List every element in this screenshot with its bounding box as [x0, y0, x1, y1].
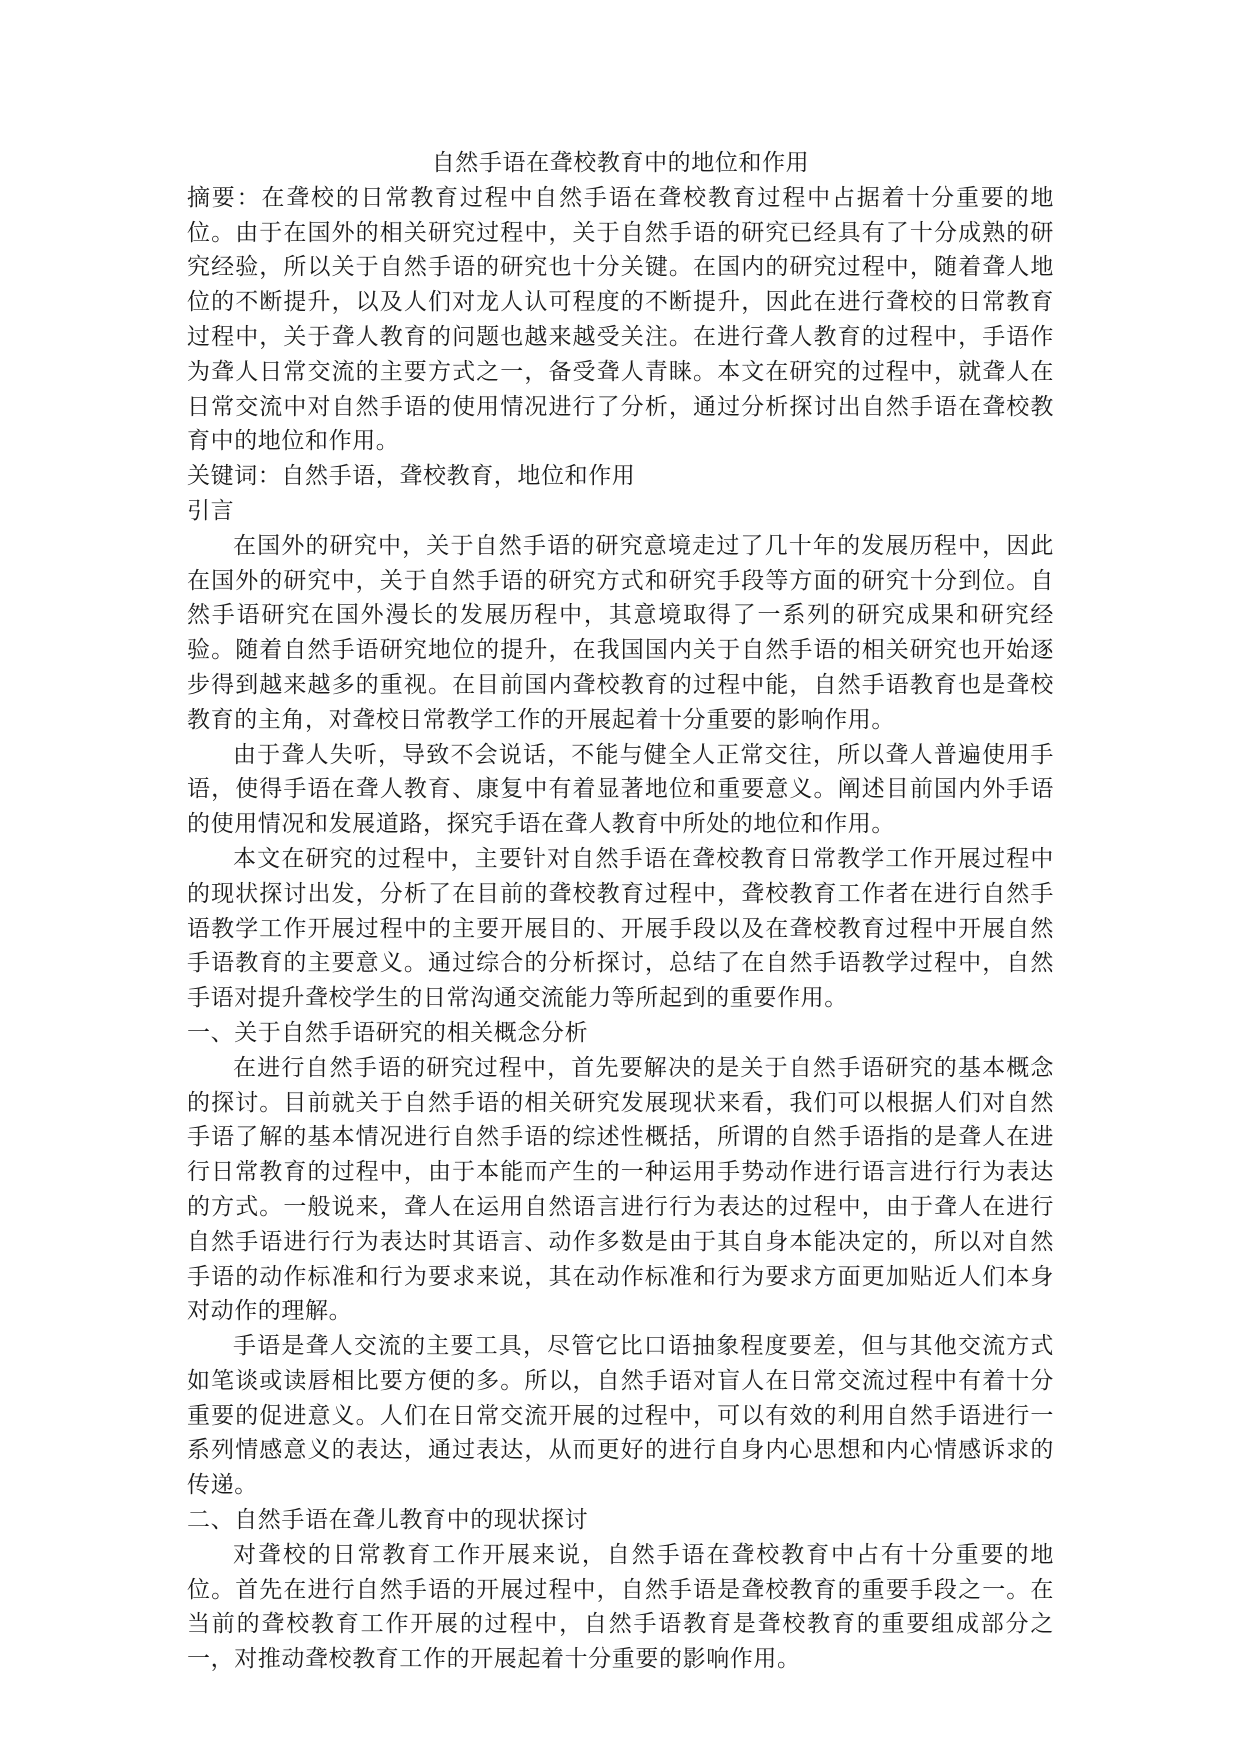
- keywords: 关键词：自然手语，聋校教育，地位和作用: [187, 463, 636, 490]
- intro-paragraph-1: 在国外的研究中，关于自然手语的研究意境走过了几十年的发展历程中，因此在国外的研究中，关于自然手语的研究方式和研究手段等方面的研究十分到位。自然手语研究在国外漫长的发展历程中，其意境取得了一系列的研究成果和研究经验。随着自然手语研究地位的提升，在我国国内关于自然手语的相关研究也开始逐步得到越来越多的重视。在目前国内聋校教育的过程中能，自然手语教育也是聋校教育的主角，对聋校日常教学工作的开展起着十分重要的影响作用。: [187, 532, 1054, 733]
- intro-paragraph-3: 本文在研究的过程中，主要针对自然手语在聋校教育日常教学工作开展过程中的现状探讨出发，分析了在目前的聋校教育过程中，聋校教育工作者在进行自然手语教学工作开展过程中的主要开展目的、开展手段以及在聋校教育过程中开展自然手语教育的主要意义。通过综合的分析探讨，总结了在自然手语教学过程中，自然手语对提升聋校学生的日常沟通交流能力等所起到的重要作用。: [187, 845, 1054, 1012]
- document-page: [187, 146, 1054, 1677]
- intro-heading: 引言: [187, 497, 235, 524]
- section-1-heading: 一、关于自然手语研究的相关概念分析: [187, 1019, 589, 1046]
- section-2-paragraph-1: 对聋校的日常教育工作开展来说，自然手语在聋校教育中占有十分重要的地位。首先在进行自然手语的开展过程中，自然手语是聋校教育的重要手段之一。在当前的聋校教育工作开展的过程中，自然手语教育是聋校教育的重要组成部分之一，对推动聋校教育工作的开展起着十分重要的影响作用。: [187, 1541, 1054, 1673]
- document-title: 自然手语在聋校教育中的地位和作用: [431, 150, 810, 176]
- section-2-heading: 二、自然手语在聋儿教育中的现状探讨: [187, 1507, 589, 1534]
- abstract: 摘要：在聋校的日常教育过程中自然手语在聋校教育过程中占据着十分重要的地位。由于在国外的相关研究过程中，关于自然手语的研究已经具有了十分成熟的研究经验，所以关于自然手语的研究也十分关键。在国内的研究过程中，随着聋人地位的不断提升，以及人们对龙人认可程度的不断提升，因此在进行聋校的日常教育过程中，关于聋人教育的问题也越来越受关注。在进行聋人教育的过程中，手语作为聋人日常交流的主要方式之一，备受聋人青睐。本文在研究的过程中，就聋人在日常交流中对自然手语的使用情况进行了分析，通过分析探讨出自然手语在聋校教育中的地位和作用。: [187, 184, 1054, 455]
- section-1-paragraph-1: 在进行自然手语的研究过程中，首先要解决的是关于自然手语研究的基本概念的探讨。目前就关于自然手语的相关研究发展现状来看，我们可以根据人们对自然手语了解的基本情况进行自然手语的综述性概括，所谓的自然手语指的是聋人在进行日常教育的过程中，由于本能而产生的一种运用手势动作进行语言进行行为表达的方式。一般说来，聋人在运用自然语言进行行为表达的过程中，由于聋人在进行自然手语进行行为表达时其语言、动作多数是由于其自身本能决定的，所以对自然手语的动作标准和行为要求来说，其在动作标准和行为要求方面更加贴近人们本身对动作的理解。: [187, 1054, 1054, 1325]
- section-1-paragraph-2: 手语是聋人交流的主要工具，尽管它比口语抽象程度要差，但与其他交流方式如笔谈或读唇相比要方便的多。所以，自然手语对盲人在日常交流过程中有着十分重要的促进意义。人们在日常交流开展的过程中，可以有效的利用自然手语进行一系列情感意义的表达，通过表达，从而更好的进行自身内心思想和内心情感诉求的传递。: [187, 1333, 1054, 1499]
- intro-paragraph-2: 由于聋人失听，导致不会说话，不能与健全人正常交往，所以聋人普遍使用手语，使得手语在聋人教育、康复中有着显著地位和重要意义。阐述目前国内外手语的使用情况和发展道路，探究手语在聋人教育中所处的地位和作用。: [187, 741, 1054, 838]
